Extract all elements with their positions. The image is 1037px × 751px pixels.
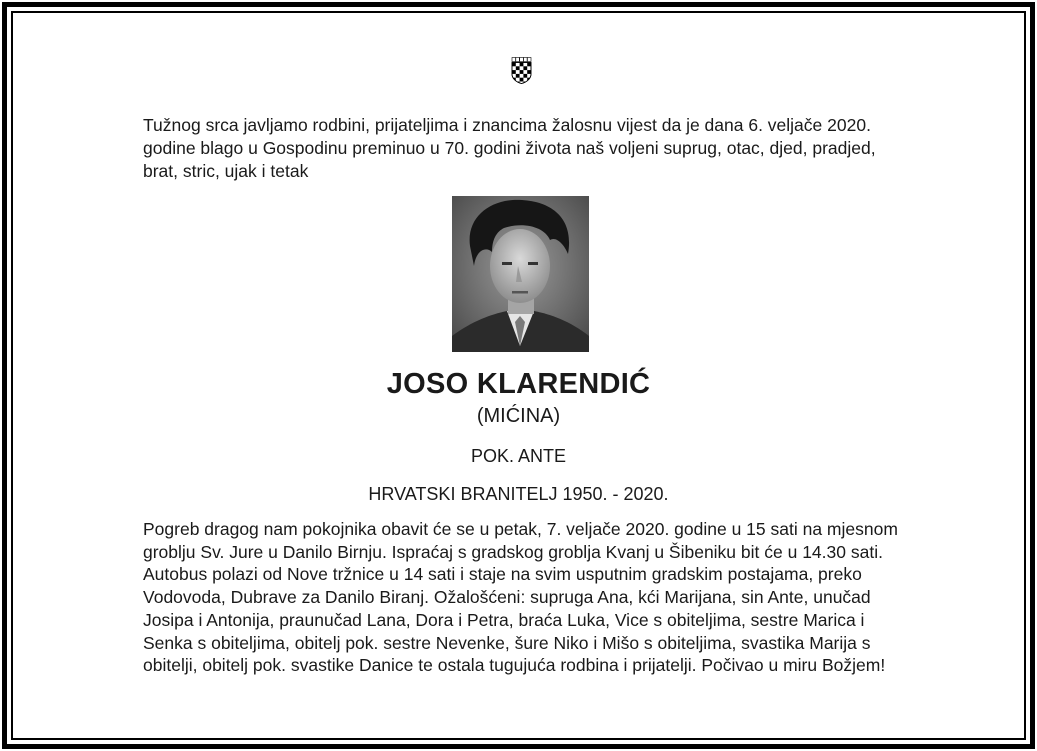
deceased-name: JOSO KLARENDIĆ [386, 368, 651, 400]
intro-text: Tužnog srca javljamo rodbini, prijateljima i znancima žalosnu vijest da je dana 6. veljače 2020. godine blago u Gospodinu preminuo u 70. godini života naš voljeni suprug, otac, djed, pradjed, brat, stric, ujak i tetak [143, 115, 876, 181]
funeral-details-text: Pogreb dragog nam pokojnika obavit će se u petak, 7. veljače 2020. godine u 15 sati na mjesnom groblju Sv. Jure u Danilo Birnju. Ispraćaj s gradskog groblja Kvanj u Šibeniku bit će u 14.30 sati. Autobus polazi od Nove tržnice u 14 sati i staje na svim usputnim gradskim postajama, preko Vodovoda, Dubrave za Danilo Biranj. Ožalošćeni: supruga Ana, kći Marijana, sin Ante, unučad Josipa i Antonija, praunučad Lana, Dora i Petra, braća Luka, Vice s obiteljima, sestre Marica i Senka s obiteljima, obitelj pok. sestre Nevenke, šure Niko i Mišo s obiteljima, svastika Marija s obitelji, obitelj pok. svastike Danice te ostala tugujuća rodbina i prijatelji. Počivao u miru Božjem! [143, 519, 898, 676]
portrait-photo [452, 196, 589, 352]
deceased-nickname: (MIĆINA) [476, 405, 561, 427]
croatian-coat-of-arms-icon [511, 57, 532, 84]
deceased-title-years: HRVATSKI BRANITELJ 1950. - 2020. [368, 484, 669, 504]
deceased-father: POK. ANTE [470, 446, 567, 466]
